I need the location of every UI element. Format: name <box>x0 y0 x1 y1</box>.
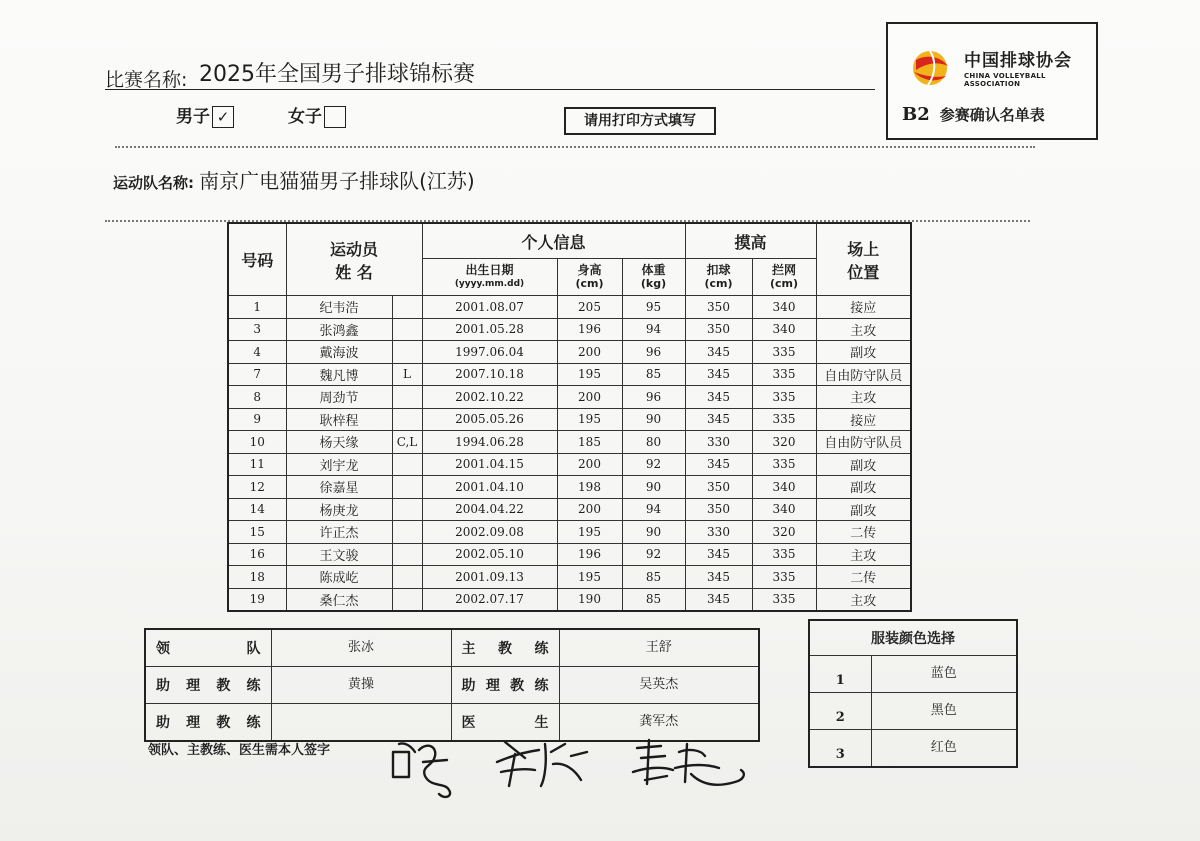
gender-male[interactable] <box>176 102 234 128</box>
header-position-line2: 位置 <box>847 262 880 282</box>
player-number: 14 <box>228 498 286 521</box>
player-number: 15 <box>228 521 286 544</box>
player-weight: 96 <box>622 386 685 409</box>
player-height: 195 <box>557 408 622 431</box>
player-name: 许正杰 <box>286 521 392 544</box>
player-number: 1 <box>228 296 286 319</box>
player-block: 335 <box>752 386 816 409</box>
player-height: 196 <box>557 318 622 341</box>
male-label: 男子 <box>176 107 210 127</box>
player-height: 185 <box>557 431 622 454</box>
player-weight: 92 <box>622 543 685 566</box>
header-weight-unit: (kg) <box>640 277 667 290</box>
assistant-coach-label-left-2: 助理教练 <box>145 704 271 742</box>
player-height: 200 <box>557 341 622 364</box>
player-weight: 95 <box>622 296 685 319</box>
player-number: 9 <box>228 408 286 431</box>
header-weight <box>622 259 685 296</box>
dotted-divider-top <box>115 146 1035 148</box>
player-number: 18 <box>228 566 286 589</box>
player-height: 195 <box>557 566 622 589</box>
player-height: 195 <box>557 521 622 544</box>
form-code: B2 <box>902 104 930 125</box>
signature-note: 领队、主教练、医生需本人签字 <box>148 743 331 758</box>
player-position: 副攻 <box>816 453 911 476</box>
player-position: 自由防守队员 <box>816 363 911 386</box>
player-name: 刘宇龙 <box>286 453 392 476</box>
table-row <box>228 476 911 499</box>
table-row <box>228 588 911 611</box>
player-position: 副攻 <box>816 498 911 521</box>
player-birth: 2002.07.17 <box>422 588 557 611</box>
form-title <box>902 104 1045 125</box>
player-weight: 90 <box>622 521 685 544</box>
player-number: 10 <box>228 431 286 454</box>
player-weight: 92 <box>622 453 685 476</box>
player-role <box>392 318 422 341</box>
doctor-name: 龚军杰 <box>559 704 759 742</box>
table-row <box>228 566 911 589</box>
player-block: 335 <box>752 566 816 589</box>
header-athlete-line2: 姓 名 <box>335 262 373 282</box>
player-role <box>392 341 422 364</box>
header-spike-label: 扣球 <box>706 263 731 277</box>
player-birth: 2001.08.07 <box>422 296 557 319</box>
print-instruction-box: 请用打印方式填写 <box>564 107 716 135</box>
header-reach: 摸高 <box>685 223 816 259</box>
assistant-coach-label-left: 助理教练 <box>145 667 271 704</box>
player-role: L <box>392 363 422 386</box>
player-block: 335 <box>752 453 816 476</box>
list-item <box>809 656 1017 693</box>
player-position: 副攻 <box>816 476 911 499</box>
handwritten-signatures <box>375 722 765 802</box>
doctor-label: 医生 <box>451 704 559 742</box>
player-weight: 90 <box>622 408 685 431</box>
player-name: 王文骏 <box>286 543 392 566</box>
player-height: 196 <box>557 543 622 566</box>
player-height: 190 <box>557 588 622 611</box>
player-role <box>392 498 422 521</box>
player-birth: 2005.05.26 <box>422 408 557 431</box>
header-height-label: 身高 <box>577 263 602 277</box>
player-birth: 2001.05.28 <box>422 318 557 341</box>
list-item <box>809 693 1017 730</box>
player-height: 200 <box>557 453 622 476</box>
team-name-value: 南京广电猫猫男子排球队(江苏) <box>199 169 475 193</box>
player-role <box>392 296 422 319</box>
uniform-color-table <box>808 619 1018 768</box>
player-number: 8 <box>228 386 286 409</box>
player-height: 205 <box>557 296 622 319</box>
player-birth: 2002.05.10 <box>422 543 557 566</box>
player-role <box>392 453 422 476</box>
player-position: 副攻 <box>816 341 911 364</box>
player-role <box>392 566 422 589</box>
player-position: 自由防守队员 <box>816 431 911 454</box>
uniform-color-number: 3 <box>809 730 871 768</box>
player-spike: 345 <box>685 453 752 476</box>
player-block: 320 <box>752 431 816 454</box>
player-birth: 2007.10.18 <box>422 363 557 386</box>
player-name: 杨天缘 <box>286 431 392 454</box>
player-role <box>392 543 422 566</box>
player-weight: 94 <box>622 318 685 341</box>
player-height: 198 <box>557 476 622 499</box>
player-position: 二传 <box>816 521 911 544</box>
player-block: 340 <box>752 476 816 499</box>
player-spike: 350 <box>685 318 752 341</box>
player-weight: 94 <box>622 498 685 521</box>
list-item <box>809 730 1017 768</box>
player-spike: 330 <box>685 431 752 454</box>
form-title-text: 参赛确认名单表 <box>939 106 1045 124</box>
player-name: 杨庚龙 <box>286 498 392 521</box>
roster-table <box>227 222 912 612</box>
player-spike: 350 <box>685 296 752 319</box>
player-role <box>392 476 422 499</box>
table-row <box>228 318 911 341</box>
head-coach-label: 主教练 <box>451 629 559 667</box>
player-role <box>392 521 422 544</box>
male-checkbox[interactable]: ✓ <box>212 106 234 128</box>
player-weight: 80 <box>622 431 685 454</box>
player-block: 335 <box>752 408 816 431</box>
player-weight: 85 <box>622 363 685 386</box>
header-position <box>816 223 911 296</box>
gender-female[interactable] <box>288 102 346 128</box>
player-weight: 85 <box>622 566 685 589</box>
player-block: 320 <box>752 521 816 544</box>
player-spike: 350 <box>685 476 752 499</box>
uniform-color-number: 1 <box>809 656 871 693</box>
header-position-line1: 场上 <box>847 239 880 259</box>
association-name-cn: 中国排球协会 <box>964 51 1072 71</box>
head-coach-name: 王舒 <box>559 629 759 667</box>
player-spike: 345 <box>685 341 752 364</box>
player-birth: 1997.06.04 <box>422 341 557 364</box>
player-number: 4 <box>228 341 286 364</box>
roster-header-row-1 <box>228 223 911 259</box>
player-position: 主攻 <box>816 318 911 341</box>
assistant-coach-label-right: 助理教练 <box>451 667 559 704</box>
player-name: 周劲节 <box>286 386 392 409</box>
player-name: 徐嘉星 <box>286 476 392 499</box>
uniform-color-number: 2 <box>809 693 871 730</box>
table-row <box>228 543 911 566</box>
player-height: 200 <box>557 386 622 409</box>
player-weight: 96 <box>622 341 685 364</box>
match-name-line <box>105 55 875 90</box>
assistant-coach-name-2: 吴英杰 <box>559 667 759 704</box>
player-role <box>392 588 422 611</box>
player-number: 3 <box>228 318 286 341</box>
player-number: 11 <box>228 453 286 476</box>
player-birth: 1994.06.28 <box>422 431 557 454</box>
header-number: 号码 <box>228 223 286 296</box>
uniform-color-value: 红色 <box>871 730 1017 768</box>
player-position: 二传 <box>816 566 911 589</box>
player-block: 340 <box>752 318 816 341</box>
header-athlete-line1: 运动员 <box>329 239 378 259</box>
player-role: C,L <box>392 431 422 454</box>
player-birth: 2004.04.22 <box>422 498 557 521</box>
player-block: 340 <box>752 498 816 521</box>
player-block: 335 <box>752 363 816 386</box>
header-weight-label: 体重 <box>641 263 666 277</box>
match-name-label: 比赛名称: <box>105 69 188 91</box>
player-name: 戴海波 <box>286 341 392 364</box>
team-name-label: 运动队名称: <box>113 174 194 192</box>
table-row <box>228 453 911 476</box>
player-name: 张鸿鑫 <box>286 318 392 341</box>
player-block: 335 <box>752 588 816 611</box>
header-block-label: 拦网 <box>771 263 796 277</box>
table-row <box>228 408 911 431</box>
player-position: 接应 <box>816 296 911 319</box>
player-birth: 2002.09.08 <box>422 521 557 544</box>
player-birth: 2001.09.13 <box>422 566 557 589</box>
player-number: 16 <box>228 543 286 566</box>
header-birth-label: 出生日期 <box>465 263 514 277</box>
uniform-color-title: 服装颜色选择 <box>809 620 1017 656</box>
team-name-line <box>113 165 475 194</box>
player-role <box>392 408 422 431</box>
player-height: 195 <box>557 363 622 386</box>
player-name: 陈成屹 <box>286 566 392 589</box>
female-label: 女子 <box>288 107 322 127</box>
header-spike <box>685 259 752 296</box>
player-block: 335 <box>752 341 816 364</box>
player-weight: 90 <box>622 476 685 499</box>
player-number: 19 <box>228 588 286 611</box>
player-name: 魏凡博 <box>286 363 392 386</box>
association-logo-box <box>886 22 1098 140</box>
player-name: 耿梓程 <box>286 408 392 431</box>
header-block <box>752 259 816 296</box>
player-name: 纪韦浩 <box>286 296 392 319</box>
player-birth: 2002.10.22 <box>422 386 557 409</box>
player-spike: 345 <box>685 543 752 566</box>
table-row <box>228 341 911 364</box>
table-row <box>228 296 911 319</box>
assistant-coach-name-1: 黄操 <box>271 667 451 704</box>
header-athlete <box>286 223 422 296</box>
player-spike: 345 <box>685 386 752 409</box>
player-spike: 345 <box>685 566 752 589</box>
player-height: 200 <box>557 498 622 521</box>
player-number: 12 <box>228 476 286 499</box>
uniform-color-value: 黑色 <box>871 693 1017 730</box>
table-row <box>228 363 911 386</box>
player-position: 主攻 <box>816 588 911 611</box>
player-spike: 345 <box>685 588 752 611</box>
header-spike-unit: (cm) <box>704 277 733 290</box>
player-spike: 345 <box>685 363 752 386</box>
player-birth: 2001.04.10 <box>422 476 557 499</box>
player-position: 主攻 <box>816 386 911 409</box>
player-spike: 330 <box>685 521 752 544</box>
player-number: 7 <box>228 363 286 386</box>
female-checkbox[interactable] <box>324 106 346 128</box>
header-birth-format: (yyyy.mm.dd) <box>454 279 525 289</box>
volleyball-emblem-icon <box>906 46 958 88</box>
table-row <box>228 498 911 521</box>
leader-name: 张冰 <box>271 629 451 667</box>
player-weight: 85 <box>622 588 685 611</box>
uniform-color-value: 蓝色 <box>871 656 1017 693</box>
table-row <box>228 386 911 409</box>
header-personal-info: 个人信息 <box>422 223 685 259</box>
header-height <box>557 259 622 296</box>
table-row <box>228 431 911 454</box>
player-position: 接应 <box>816 408 911 431</box>
player-spike: 350 <box>685 498 752 521</box>
player-name: 桑仁杰 <box>286 588 392 611</box>
player-spike: 345 <box>685 408 752 431</box>
player-block: 340 <box>752 296 816 319</box>
leader-label: 领队 <box>145 629 271 667</box>
player-role <box>392 386 422 409</box>
association-name-en: CHINA VOLLEYBALL ASSOCIATION <box>964 72 1046 88</box>
header-height-unit: (cm) <box>575 277 604 290</box>
player-birth: 2001.04.15 <box>422 453 557 476</box>
match-name-value: 2025年全国男子排球锦标赛 <box>199 62 475 87</box>
table-row <box>228 521 911 544</box>
staff-row <box>145 667 759 704</box>
staff-row <box>145 629 759 667</box>
player-position: 主攻 <box>816 543 911 566</box>
header-birth <box>422 259 557 296</box>
header-block-unit: (cm) <box>769 277 799 290</box>
player-block: 335 <box>752 543 816 566</box>
